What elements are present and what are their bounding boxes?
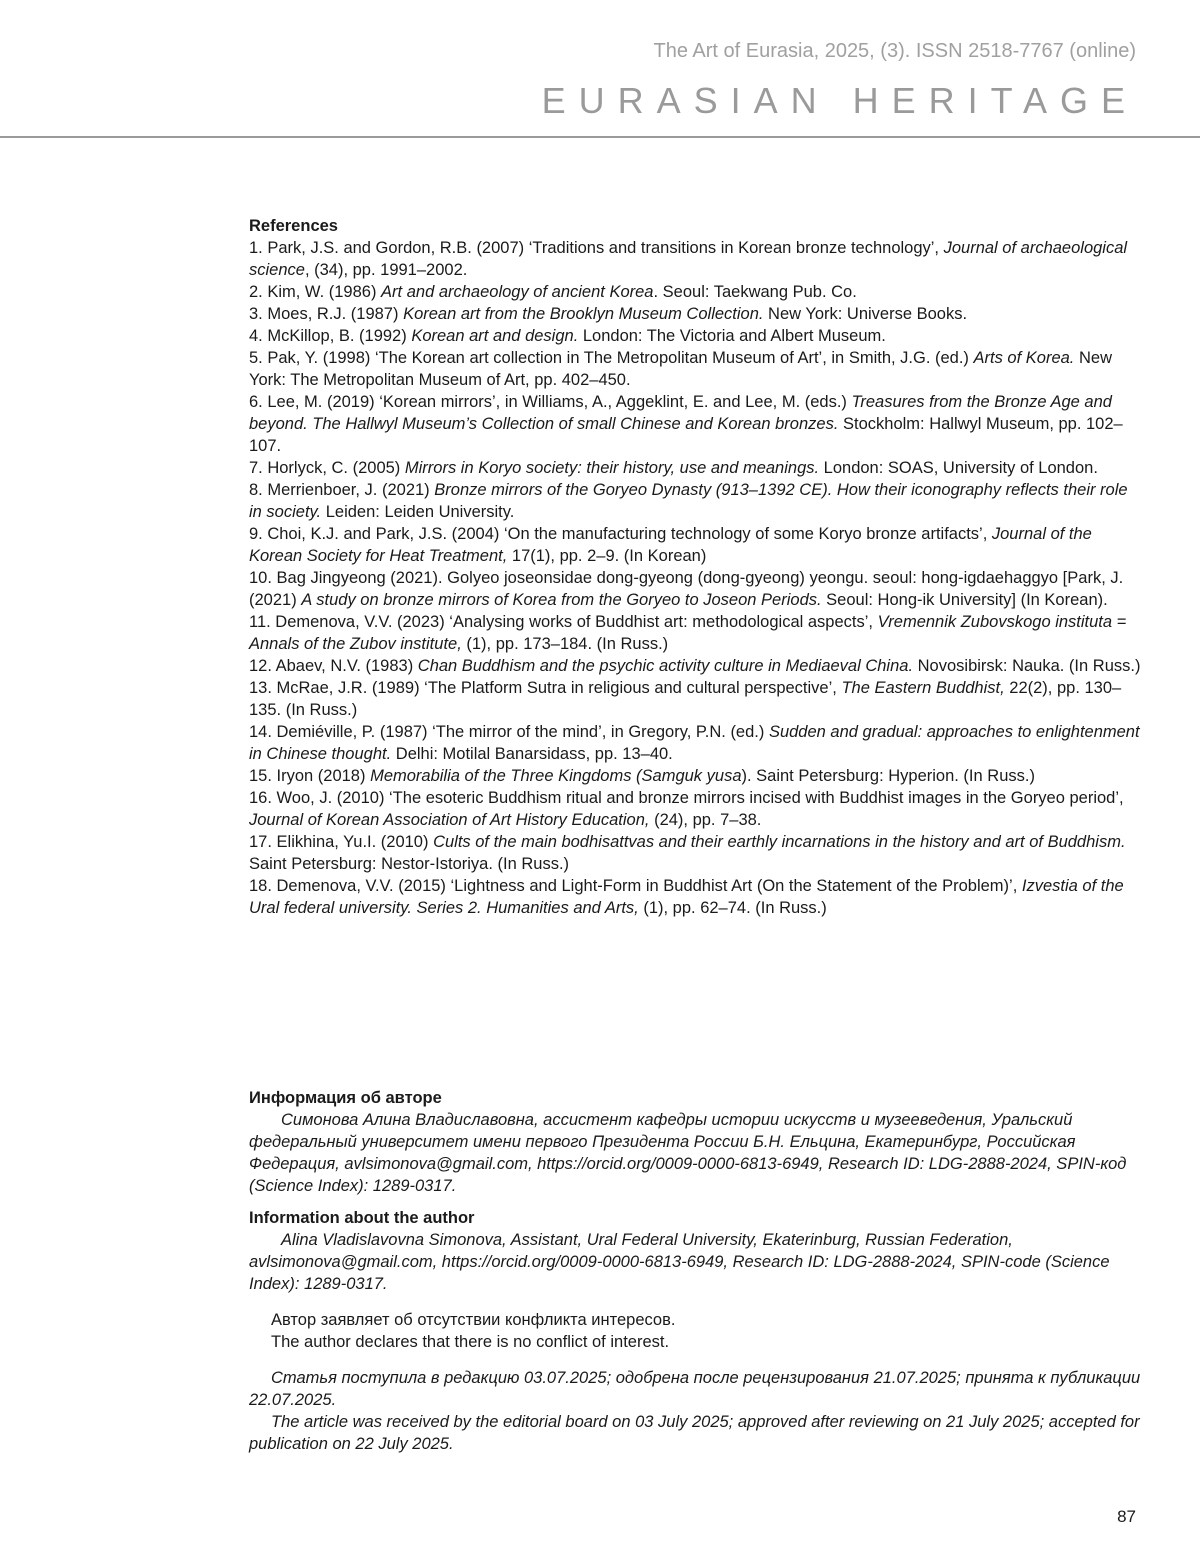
dates-ru: Статья поступила в редакцию 03.07.2025; одобрена после рецензирования 21.07.2025; принята к публикации 22.07.2025. bbox=[249, 1369, 1141, 1409]
reference-item: 2. Kim, W. (1986) Art and archaeology of ancient Korea. Seoul: Taekwang Pub. Co. bbox=[249, 283, 857, 301]
conflict-en: The author declares that there is no conflict of interest. bbox=[271, 1333, 670, 1351]
reference-item: 3. Moes, R.J. (1987) Korean art from the Brooklyn Museum Collection. New York: Universe Books. bbox=[249, 305, 968, 323]
reference-item: 17. Elikhina, Yu.I. (2010) Cults of the main bodhisattvas and their earthly incarnations in the history and art of Buddhism. Saint Petersburg: Nestor-Istoriya. (In Russ.) bbox=[249, 833, 1126, 873]
reference-item: 9. Choi, K.J. and Park, J.S. (2004) ‘On the manufacturing technology of some Koryo bronze artifacts’, Journal of the Korean Society for Heat Treatment, 17(1), pp. 2–9. (In Korean) bbox=[249, 525, 1092, 565]
journal-citation-line: The Art of Eurasia, 2025, (3). ISSN 2518-7767 (online) bbox=[653, 40, 1136, 62]
reference-item: 15. Iryon (2018) Memorabilia of the Three Kingdoms (Samguk yusa). Saint Petersburg: Hyperion. (In Russ.) bbox=[249, 767, 1035, 785]
reference-item: 8. Merrienboer, J. (2021) Bronze mirrors of the Goryeo Dynasty (913–1392 CE). How their iconography reflects their role in society. Leiden: Leiden University. bbox=[249, 481, 1128, 521]
reference-list bbox=[249, 237, 1142, 919]
author-en-text: Alina Vladislavovna Simonova, Assistant, Ural Federal University, Ekaterinburg, Russian Federation, avlsimonova@gmail.com, https://orcid.org/0009-0000-6813-6949, Research ID: LDG-2888-2024, SPIN-code (Science Index): 1289-0317. bbox=[249, 1231, 1110, 1293]
references-section bbox=[249, 215, 1142, 919]
author-ru-heading: Информация об авторе bbox=[249, 1089, 442, 1107]
author-ru-text: Симонова Алина Владиславовна, ассистент кафедры истории искусств и музееведения, Уральский федеральный университет имени первого Президента России Б.Н. Ельцина, Екатеринбург, Российская Федерация, avlsimonova@gmail.com, https://orcid.org/0009-0000-6813-6949, Research ID: LDG-2888-2024, SPIN-код (Science Index): 1289-0317. bbox=[249, 1111, 1127, 1195]
reference-item: 16. Woo, J. (2010) ‘The esoteric Buddhism ritual and bronze mirrors incised with Buddhist images in the Goryeo period’, Journal of Korean Association of Art History Education, (24), pp. 7–38. bbox=[249, 789, 1124, 829]
page-number: 87 bbox=[1117, 1507, 1136, 1526]
reference-item: 6. Lee, M. (2019) ‘Korean mirrors’, in Williams, A., Aggeklint, E. and Lee, M. (eds.) Treasures from the Bronze Age and beyond. The Hallwyl Museum’s Collection of small Chinese and Korean bronzes. Stockholm: Hallwyl Museum, pp. 102–107. bbox=[249, 393, 1123, 455]
author-info-section bbox=[249, 1087, 1142, 1455]
conflict-ru: Автор заявляет об отсутствии конфликта интересов. bbox=[271, 1311, 676, 1329]
reference-item: 1. Park, J.S. and Gordon, R.B. (2007) ‘Traditions and transitions in Korean bronze technology’, Journal of archaeological science, (34), pp. 1991–2002. bbox=[249, 239, 1128, 279]
reference-item: 10. Bag Jingyeong (2021). Golyeo joseonsidae dong-gyeong (dong-gyeong) yeongu. seoul: hong-igdaehaggyo [Park, J. (2021) A study on bronze mirrors of Korea from the Goryeo to Joseon Periods. Seoul: Hong-ik University] (In Korean). bbox=[249, 569, 1124, 609]
reference-item: 11. Demenova, V.V. (2023) ‘Analysing works of Buddhist art: methodological aspects’, Vremennik Zubovskogo instituta = Annals of the Zubov institute, (1), pp. 173–184. (In Russ.) bbox=[249, 613, 1127, 653]
reference-item: 12. Abaev, N.V. (1983) Chan Buddhism and the psychic activity culture in Mediaeval China. Novosibirsk: Nauka. (In Russ.) bbox=[249, 657, 1141, 675]
reference-item: 5. Pak, Y. (1998) ‘The Korean art collection in The Metropolitan Museum of Art’, in Smith, J.G. (ed.) Arts of Korea. New York: The Metropolitan Museum of Art, pp. 402–450. bbox=[249, 349, 1112, 389]
header-divider bbox=[0, 136, 1200, 138]
references-heading: References bbox=[249, 217, 338, 235]
reference-item: 4. McKillop, B. (1992) Korean art and design. London: The Victoria and Albert Museum. bbox=[249, 327, 886, 345]
dates-en: The article was received by the editorial board on 03 July 2025; approved after reviewing on 21 July 2025; accepted for publication on 22 July 2025. bbox=[249, 1413, 1140, 1453]
reference-item: 14. Demiéville, P. (1987) ‘The mirror of the mind’, in Gregory, P.N. (ed.) Sudden and gradual: approaches to enlightenment in Chinese thought. Delhi: Motilal Banarsidass, pp. 13–40. bbox=[249, 723, 1140, 763]
author-en-heading: Information about the author bbox=[249, 1209, 475, 1227]
reference-item: 7. Horlyck, C. (2005) Mirrors in Koryo society: their history, use and meanings. London: SOAS, University of London. bbox=[249, 459, 1098, 477]
reference-item: 18. Demenova, V.V. (2015) ‘Lightness and Light-Form in Buddhist Art (On the Statement of the Problem)’, Izvestia of the Ural federal university. Series 2. Humanities and Arts, (1), pp. 62–74. (In Russ.) bbox=[249, 877, 1124, 917]
reference-item: 13. McRae, J.R. (1989) ‘The Platform Sutra in religious and cultural perspective’, The Eastern Buddhist, 22(2), pp. 130–135. (In Russ.) bbox=[249, 679, 1122, 719]
section-title: EURASIAN HERITAGE bbox=[541, 80, 1138, 121]
